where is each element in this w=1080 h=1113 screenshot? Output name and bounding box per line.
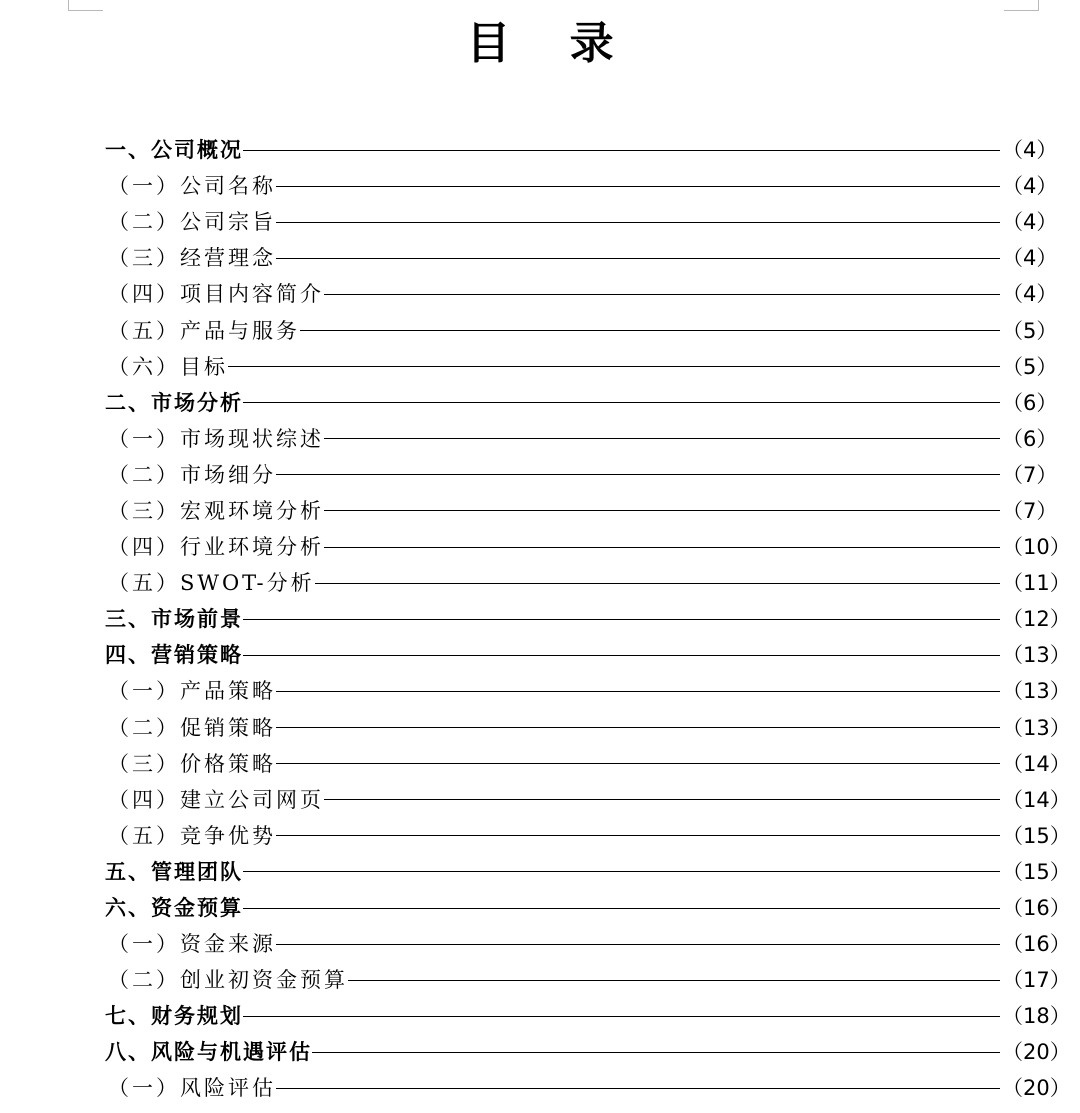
toc-page-number: （16）	[1002, 896, 1071, 921]
toc-page-number: （13）	[1002, 643, 1071, 668]
toc-section-entry[interactable]	[0, 709, 1080, 745]
toc-entry-label: （二）促销策略	[108, 715, 276, 740]
toc-leader-line	[276, 1088, 1000, 1089]
toc-page-number: （10）	[1002, 535, 1071, 560]
toc-entry-label: （三）经营理念	[108, 246, 276, 271]
toc-page-number: （18）	[1002, 1004, 1071, 1029]
toc-page-number: （4）	[1002, 246, 1058, 271]
toc-leader-line	[348, 980, 1000, 981]
toc-entry-label: （四）建立公司网页	[108, 787, 324, 812]
toc-page-number: （4）	[1002, 282, 1058, 307]
toc-section-entry[interactable]	[0, 564, 1080, 600]
toc-leader-line	[228, 366, 1000, 367]
toc-entry-label: （六）目标	[108, 354, 228, 379]
toc-chapter-entry[interactable]	[0, 1033, 1080, 1069]
toc-chapter-entry[interactable]	[0, 384, 1080, 420]
toc-entry-label: （五）产品与服务	[108, 318, 300, 343]
page-corner-mark-left	[68, 0, 103, 11]
toc-entry-label: 五、管理团队	[105, 859, 243, 884]
toc-page-number: （6）	[1002, 426, 1058, 451]
toc-entry-label: （五）竞争优势	[108, 823, 276, 848]
toc-entry-label: （四）行业环境分析	[108, 535, 324, 560]
toc-page-number: （5）	[1002, 354, 1058, 379]
toc-leader-line	[243, 871, 1000, 872]
toc-page-number: （5）	[1002, 318, 1058, 343]
toc-section-entry[interactable]	[0, 745, 1080, 781]
toc-page-number: （14）	[1002, 751, 1071, 776]
toc-section-entry[interactable]	[0, 1069, 1080, 1105]
page-corner-mark-right	[1004, 0, 1039, 11]
toc-page-number: （20）	[1002, 1040, 1071, 1065]
toc-chapter-entry[interactable]	[0, 997, 1080, 1033]
toc-leader-line	[276, 691, 1000, 692]
toc-section-entry[interactable]	[0, 672, 1080, 708]
toc-section-entry[interactable]	[0, 348, 1080, 384]
toc-entry-label: （三）价格策略	[108, 751, 276, 776]
toc-page-number: （7）	[1002, 498, 1058, 523]
toc-entry-label: （五）SWOT-分析	[108, 571, 315, 596]
table-of-contents	[0, 131, 1080, 1106]
toc-entry-label: 八、风险与机遇评估	[105, 1040, 312, 1065]
toc-entry-label: （一）风险评估	[108, 1076, 276, 1101]
toc-page-number: （6）	[1002, 390, 1058, 415]
toc-page-number: （20）	[1002, 1076, 1071, 1101]
toc-page-number: （16）	[1002, 932, 1071, 957]
toc-page-number: （12）	[1002, 607, 1071, 632]
toc-leader-line	[276, 727, 1000, 728]
toc-page-number: （4）	[1002, 174, 1058, 199]
toc-page-number: （13）	[1002, 679, 1071, 704]
toc-leader-line	[243, 619, 1000, 620]
toc-entry-label: （一）公司名称	[108, 174, 276, 199]
toc-entry-label: （四）项目内容简介	[108, 282, 324, 307]
toc-leader-line	[312, 1052, 1000, 1053]
toc-entry-label: 七、财务规划	[105, 1004, 243, 1029]
toc-leader-line	[324, 438, 1000, 439]
toc-entry-label: 一、公司概况	[105, 138, 243, 163]
toc-entry-label: （三）宏观环境分析	[108, 498, 324, 523]
toc-section-entry[interactable]	[0, 239, 1080, 275]
toc-section-entry[interactable]	[0, 275, 1080, 311]
toc-section-entry[interactable]	[0, 528, 1080, 564]
toc-page-number: （11）	[1002, 571, 1071, 596]
toc-leader-line	[276, 474, 1000, 475]
toc-section-entry[interactable]	[0, 311, 1080, 347]
toc-chapter-entry[interactable]	[0, 889, 1080, 925]
toc-entry-label: 三、市场前景	[105, 607, 243, 632]
toc-section-entry[interactable]	[0, 961, 1080, 997]
toc-entry-label: （一）产品策略	[108, 679, 276, 704]
toc-page-number: （14）	[1002, 787, 1071, 812]
toc-leader-line	[315, 583, 1000, 584]
toc-section-entry[interactable]	[0, 420, 1080, 456]
toc-page-number: （13）	[1002, 715, 1071, 740]
toc-entry-label: 四、营销策略	[105, 643, 243, 668]
toc-leader-line	[243, 655, 1000, 656]
toc-entry-label: （一）市场现状综述	[108, 426, 324, 451]
toc-section-entry[interactable]	[0, 492, 1080, 528]
toc-leader-line	[243, 908, 1000, 909]
toc-chapter-entry[interactable]	[0, 131, 1080, 167]
toc-leader-line	[276, 186, 1000, 187]
toc-entry-label: （一）资金来源	[108, 932, 276, 957]
toc-leader-line	[243, 150, 1000, 151]
toc-section-entry[interactable]	[0, 781, 1080, 817]
toc-section-entry[interactable]	[0, 456, 1080, 492]
toc-chapter-entry[interactable]	[0, 636, 1080, 672]
page-title: 目 录	[466, 18, 636, 69]
toc-entry-label: （二）创业初资金预算	[108, 968, 348, 993]
toc-page-number: （7）	[1002, 462, 1058, 487]
toc-section-entry[interactable]	[0, 817, 1080, 853]
toc-page-number: （15）	[1002, 859, 1071, 884]
toc-leader-line	[276, 222, 1000, 223]
toc-leader-line	[324, 294, 1000, 295]
toc-leader-line	[324, 510, 1000, 511]
toc-leader-line	[243, 402, 1000, 403]
toc-section-entry[interactable]	[0, 203, 1080, 239]
toc-leader-line	[324, 799, 1000, 800]
toc-leader-line	[243, 1016, 1000, 1017]
toc-chapter-entry[interactable]	[0, 600, 1080, 636]
toc-entry-label: 二、市场分析	[105, 390, 243, 415]
toc-leader-line	[276, 763, 1000, 764]
toc-section-entry[interactable]	[0, 167, 1080, 203]
toc-page-number: （15）	[1002, 823, 1071, 848]
toc-chapter-entry[interactable]	[0, 853, 1080, 889]
toc-page-number: （17）	[1002, 968, 1071, 993]
toc-leader-line	[276, 944, 1000, 945]
toc-entry-label: 六、资金预算	[105, 896, 243, 921]
toc-page-number: （4）	[1002, 138, 1058, 163]
toc-entry-label: （二）市场细分	[108, 462, 276, 487]
toc-leader-line	[324, 547, 1000, 548]
toc-leader-line	[276, 835, 1000, 836]
toc-leader-line	[300, 330, 1000, 331]
toc-leader-line	[276, 258, 1000, 259]
toc-section-entry[interactable]	[0, 925, 1080, 961]
toc-entry-label: （二）公司宗旨	[108, 210, 276, 235]
toc-page-number: （4）	[1002, 210, 1058, 235]
